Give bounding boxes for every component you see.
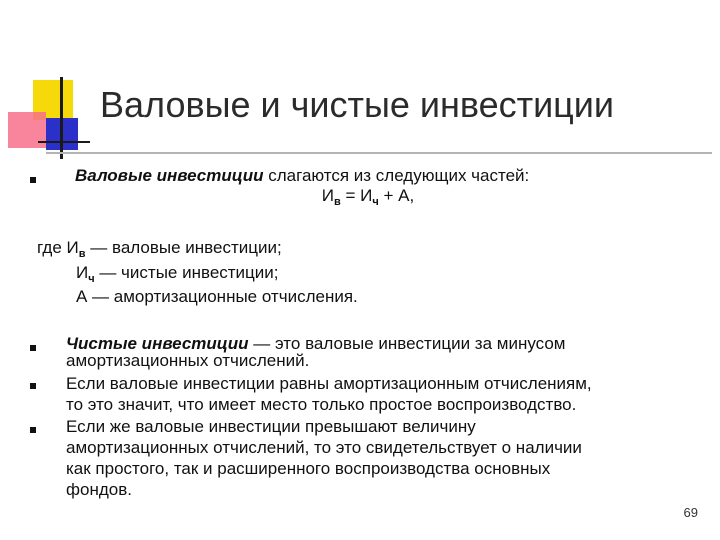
definition-text: И	[76, 263, 89, 282]
formula-lhs: И	[321, 186, 335, 205]
formula-lhs-sub: в	[334, 196, 341, 208]
slide-title: Валовые и чистые инвестиции	[100, 84, 615, 125]
logo-vertical-line	[60, 77, 63, 159]
formula-mid-sub: ч	[372, 196, 379, 208]
formula	[0, 186, 720, 206]
bullet-marker	[30, 345, 36, 351]
title-divider	[46, 152, 712, 154]
bullet-text-line: то это значит, что имеет место только простое воспроизводство.	[66, 395, 577, 414]
definition-text: где И	[37, 238, 79, 257]
bullet-text-line: как простого, так и расширенного воспроизводства основных	[66, 459, 551, 478]
definition-text: — валовые инвестиции;	[85, 238, 282, 257]
formula-rhs: + А,	[378, 186, 415, 205]
definition-sub: ч	[88, 273, 95, 285]
definition-gross	[37, 238, 282, 260]
bullet-marker	[30, 177, 36, 183]
bullet-text-line: Если валовые инвестиции равны амортизационным отчислениям,	[66, 374, 592, 393]
bullet-marker	[30, 427, 36, 433]
term-gross-investments: Валовые инвестиции	[75, 166, 264, 185]
bullet-text-line: фондов.	[66, 480, 132, 499]
bullet-text: — это валовые инвестиции за минусом	[248, 334, 566, 353]
logo-horizontal-line	[38, 141, 90, 143]
bullet-text-line: амортизационных отчислений.	[66, 351, 310, 370]
term-net-investments: Чистые инвестиции	[66, 334, 249, 353]
page-number: 69	[683, 505, 698, 520]
formula-mid: = И	[340, 186, 373, 205]
bullet-text-line: Если же валовые инвестиции превышают величину	[66, 417, 476, 436]
definition-depreciation: А — амортизационные отчисления.	[76, 287, 358, 306]
bullet-gross-investments	[75, 166, 529, 186]
logo-graphic	[0, 0, 110, 170]
definition-sub: в	[78, 248, 86, 260]
definition-net	[76, 263, 279, 285]
bullet-marker	[30, 383, 36, 389]
bullet-text-line: амортизационных отчислений, то это свидетельствует о наличии	[66, 438, 582, 457]
definition-text: — чистые инвестиции;	[94, 263, 279, 282]
bullet-text: слагаются из следующих частей:	[263, 166, 530, 185]
